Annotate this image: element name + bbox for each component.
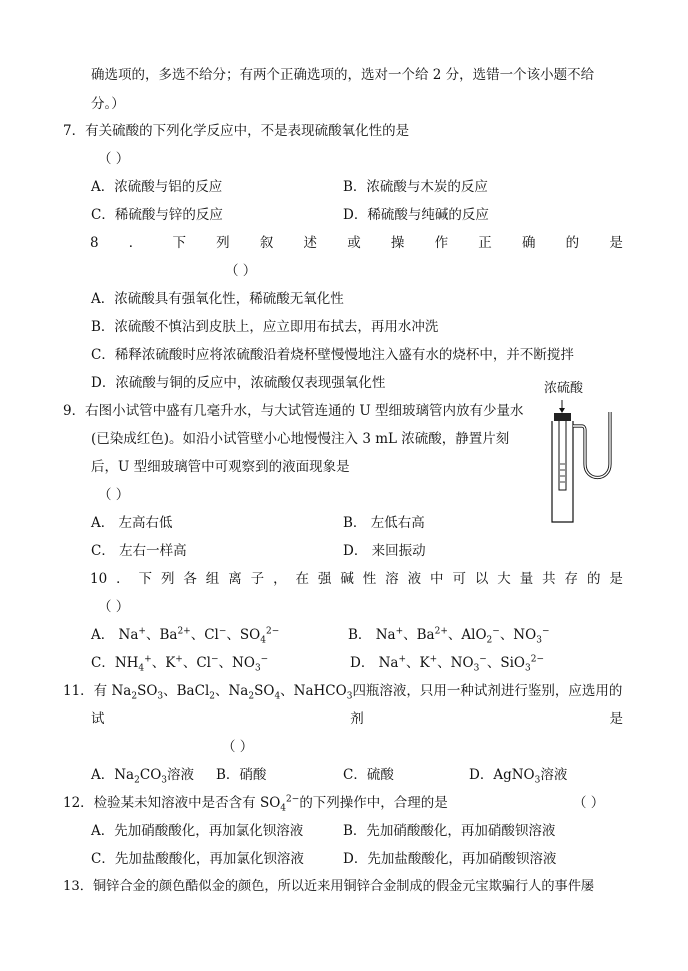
q11-option-d: D．AgNO$_3$溶液 [469,767,568,786]
q10-option-b: B． Na+、$Ba^{2+}$、AlO$_2$−、$NO_3^-$ [348,626,550,646]
q11-stem-line-2 [91,710,623,728]
q9-answer-blank: （ ） [98,487,130,503]
q10-answer-blank: （ ） [98,599,130,615]
figure-label-concentrated-sulfuric-acid: 浓硫酸 [544,381,584,396]
q12-stem: 12．检验某未知溶液中是否含有 $SO_4^{2-}$的下列操作中，合理的是 [63,794,448,814]
test-tube-u-tube-icon [540,400,620,530]
q8-stem-char: 的 [565,235,580,251]
q10-stem [90,570,623,588]
q13-stem-line-1: 13．铜锌合金的颜色酷似金的颜色，所以近来用铜锌合金制成的假金元宝欺骗行人的事件屡 [63,879,595,894]
q10-stem-char: 的 [586,571,601,587]
q8-stem-char: 作 [434,235,449,251]
q10-stem-char: 各 [183,571,197,587]
q11-option-b: B．硝酸 [216,767,267,783]
q9-stem-line-2: (已染成红色)。如沿小试管壁小心地慢慢注入 3 mL 浓硫酸，静置片刻 [91,431,510,447]
q10-option-c: C．$NH_4^+$、K+、Cl−、$NO_3^-$ [91,654,269,674]
q7-option-c: C．稀硫酸与锌的反应 [91,207,223,223]
q8-stem-char: 8 [90,235,99,251]
q8-option-a: A．浓硫酸具有强氧化性，稀硫酸无氧化性 [91,291,344,307]
q8-stem [90,234,623,252]
q10-stem-char: 存 [564,571,579,587]
q10-stem-char: 10 [90,571,108,587]
q8-stem-char: 列 [216,235,230,251]
q8-option-d: D．浓硫酸与铜的反应中，浓硫酸仅表现强氧化性 [91,375,386,391]
q10-stem-char: 碱 [340,571,354,587]
q8-stem-char: 述 [303,235,318,251]
q10-stem-char: 液 [407,571,422,587]
q10-stem-char: 是 [609,571,623,587]
q8-stem-char: 确 [521,235,536,251]
q10-stem-char: 性 [362,571,377,587]
q10-option-a: A． Na+、$Ba^{2+}$、Cl−、$SO_4^{2-}$ [91,626,280,646]
q10-stem-char: 中 [430,571,444,587]
q10-stem-char: 以 [474,571,489,587]
q10-stem-char: 大 [497,571,511,587]
q10-stem-char: 溶 [385,571,399,587]
q10-stem-char: 列 [160,571,175,587]
q11-stem-char: 是 [609,711,623,727]
q10-stem-char: 在 [295,571,309,587]
q10-stem-char: 可 [452,571,466,587]
q8-option-b: B．浓硫酸不慎沾到皮肤上，应立即用布拭去，再用水冲洗 [91,319,439,335]
q10-stem-char: ， [273,571,287,587]
q7-answer-blank: （ ） [98,151,130,167]
q11-stem-char: 试 [91,711,105,727]
q8-stem-char: 正 [478,235,492,251]
q7-option-b: B．浓硫酸与木炭的反应 [343,179,488,195]
q8-stem-char: 下 [172,235,186,251]
q9-option-b: B． 左低右高 [343,515,425,531]
q8-stem-char: 或 [347,235,361,251]
q9-option-c: C． 左右一样高 [91,543,187,559]
q11-option-c: C．硫酸 [343,767,394,783]
q12-option-a: A．先加硝酸酸化，再加氯化钡溶液 [91,823,304,839]
q11-option-a: A．$Na_2CO_3$溶液 [91,767,194,786]
q10-stem-char: 子 [250,571,265,587]
q12-option-b: B．先加硝酸酸化，再加硝酸钡溶液 [343,823,556,839]
q10-stem-char: 下 [138,571,153,587]
q12-option-c: C．先加盐酸酸化，再加氯化钡溶液 [91,851,304,867]
q9-option-d: D． 来回振动 [343,543,426,559]
q10-stem-char: 强 [317,571,332,587]
q7-stem: 7．有关硫酸的下列化学反应中，不是表现硫酸氧化性的是 [63,123,410,139]
q8-stem-char: 是 [609,235,623,251]
instructions-line-2: 分。） [91,96,125,112]
q11-stem-char: 剂 [350,711,364,727]
q12-option-d: D．先加盐酸酸化，再加硝酸钡溶液 [343,851,557,867]
q10-stem-char: ． [116,571,130,587]
q8-stem-char: 叙 [259,235,274,251]
instructions-line-1: 确选项的，多选不给分；有两个正确选项的，选对一个给 2 分，选错一个该小题不给 [91,67,595,83]
q10-stem-char: 量 [519,571,534,587]
q11-stem-line-1: 11．有 $Na_2SO_3$、BaCl$_2$、$Na_2SO_4$、NaHCO$_3$四瓶溶液，只用一种试剂进行鉴别，应选用的 [63,683,623,702]
q8-stem-char: 操 [390,235,405,251]
q7-option-a: A．浓硫酸与铝的反应 [91,179,223,195]
q10-stem-char: 组 [205,571,220,587]
q10-stem-char: 离 [228,571,242,587]
q11-answer-blank: （ ） [222,739,254,755]
q10-stem-char: 共 [542,571,556,587]
q8-answer-blank: （ ） [225,263,257,279]
q8-option-c: C．稀释浓硫酸时应将浓硫酸沿着烧杯壁慢慢地注入盛有水的烧杯中，并不断搅拌 [91,347,574,363]
q12-answer-blank: （ ） [573,795,605,811]
q9-option-a: A． 左高右低 [91,515,173,531]
q10-option-d: D． Na+、K+、$NO_3^-$、SiO$_3^{2-}$ [350,654,544,674]
q9-stem-line-3: 后，U 型细玻璃管中可观察到的液面现象是 [91,459,350,475]
q7-option-d: D．稀硫酸与纯碱的反应 [343,207,489,223]
q8-stem-char: ． [128,235,143,251]
q9-stem-line-1: 9．右图小试管中盛有几毫升水，与大试管连通的 U 型细玻璃管内放有少量水 [63,403,524,419]
